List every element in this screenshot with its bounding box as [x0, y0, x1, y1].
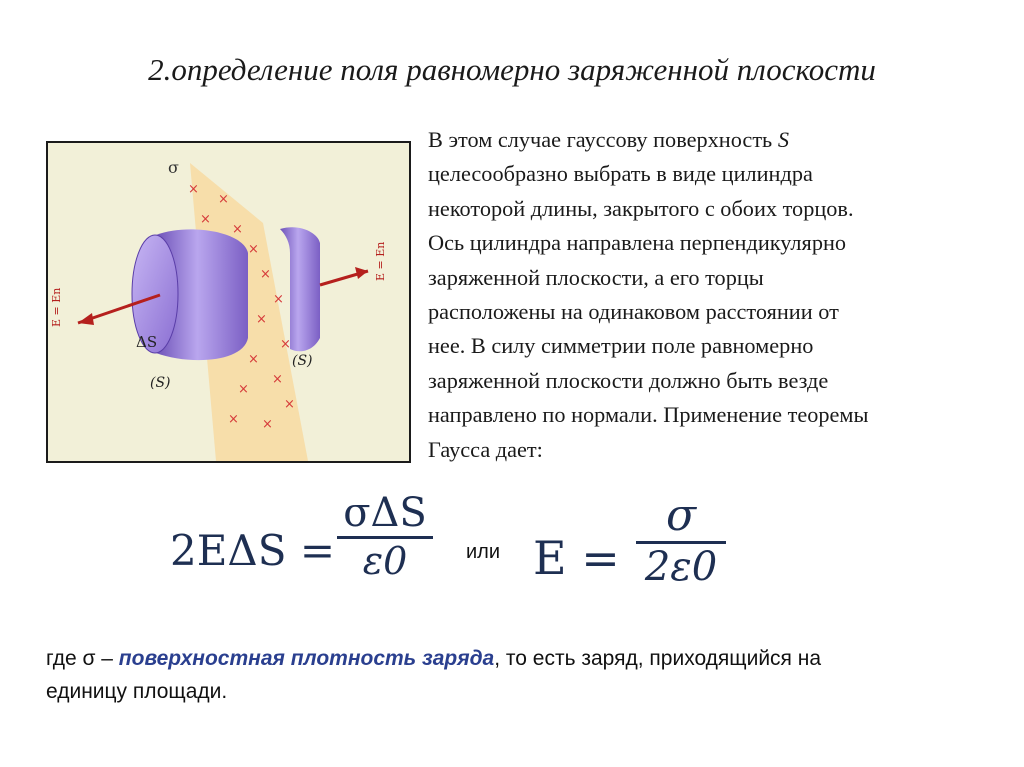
footer-prefix: где σ –	[46, 647, 119, 670]
formula-rhs-lhs: E =	[533, 531, 620, 585]
formula-lhs: 2EΔS =	[170, 526, 336, 575]
svg-text:×: ×	[262, 417, 273, 432]
delta-s-label: ΔS	[136, 333, 158, 351]
text-line: нее. В силу симметрии поле равномерно	[428, 333, 814, 359]
right-cylinder-part	[280, 227, 320, 351]
var-s: S	[777, 127, 789, 152]
svg-text:×: ×	[238, 382, 249, 397]
fraction-1-denominator: ε0	[362, 539, 408, 583]
fraction-2	[636, 490, 726, 590]
svg-text:×: ×	[228, 412, 239, 427]
text-line: расположены на одинаковом расстоянии от	[428, 299, 839, 325]
fraction-2-numerator: σ	[665, 490, 697, 541]
e-label-right: E = En	[374, 241, 387, 281]
surface-density-term: поверхностная плотность заряда	[118, 647, 495, 670]
svg-text:×: ×	[248, 352, 259, 367]
svg-text:×: ×	[260, 267, 271, 282]
s-label-right: (S)	[292, 353, 313, 369]
footer-line-2: единицу площади.	[46, 680, 228, 703]
text-line: направлено по нормали. Применение теоремы	[428, 402, 869, 428]
fraction-1	[337, 490, 433, 583]
svg-text:×: ×	[200, 212, 211, 227]
text-line: Гаусса дает:	[428, 436, 543, 462]
fraction-2-denominator: 2ε0	[644, 544, 718, 590]
slide-title: 2.определение поля равномерно заряженной плоскости	[148, 52, 876, 87]
text-line: В этом случае гауссову поверхность S	[428, 127, 789, 152]
footer-note	[46, 642, 996, 708]
fraction-1-numerator: σΔS	[343, 490, 427, 536]
or-label: или	[466, 541, 501, 563]
text-line: заряженной плоскости, а его торцы	[428, 264, 764, 290]
svg-text:×: ×	[284, 397, 295, 412]
e-label-left: E = En	[50, 287, 63, 327]
svg-text:×: ×	[188, 182, 199, 197]
text-line: некоторой длины, закрытого с обоих торцов.	[428, 195, 854, 221]
svg-text:×: ×	[273, 292, 284, 307]
svg-text:×: ×	[256, 312, 267, 327]
svg-text:×: ×	[248, 242, 259, 257]
svg-text:×: ×	[218, 192, 229, 207]
charged-plane-figure	[46, 141, 411, 463]
s-label-left: (S)	[150, 375, 171, 391]
text-line: Ось цилиндра направлена перпендикулярно	[428, 230, 847, 256]
svg-text:×: ×	[232, 222, 243, 237]
text-line: заряженной плоскости должно быть везде	[428, 367, 829, 393]
text-line: целесообразно выбрать в виде цилиндра	[428, 161, 813, 187]
svg-text:×: ×	[272, 372, 283, 387]
svg-text:×: ×	[280, 337, 291, 352]
explanation-text	[428, 123, 1008, 467]
footer-suffix: , то есть заряд, приходящийся на	[494, 647, 822, 670]
sigma-label: σ	[168, 158, 179, 177]
